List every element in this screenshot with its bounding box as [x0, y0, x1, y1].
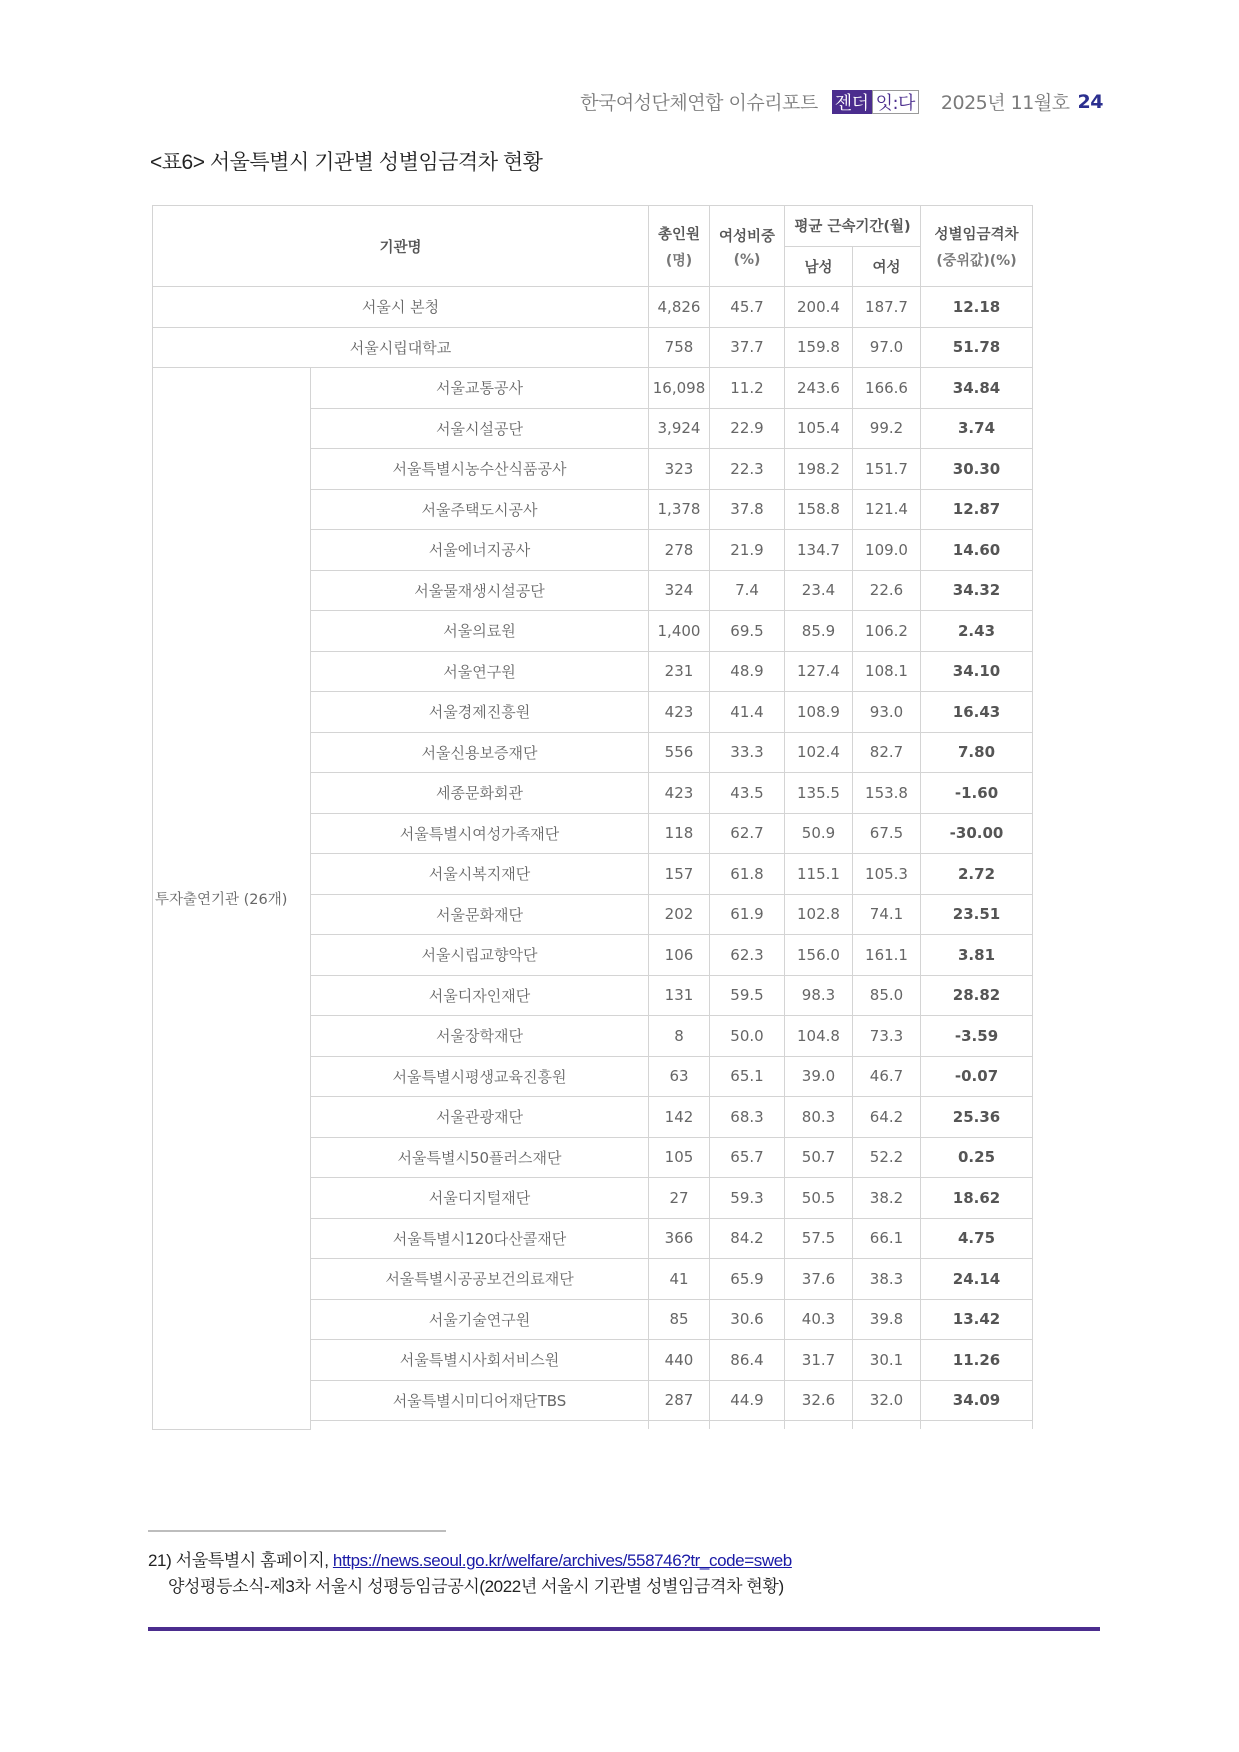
org-name: 서울특별시농수산식품공사 — [311, 449, 649, 490]
tenure-male: 127.4 — [785, 651, 853, 692]
wage-gap: 14.60 — [921, 530, 1033, 571]
group-label: 투자출연기관 (26개) — [153, 368, 311, 1430]
wage-gap-table — [152, 205, 1033, 1430]
table-row — [153, 327, 1033, 368]
female-ratio: 48.9 — [710, 651, 785, 692]
header-total — [649, 206, 710, 287]
total-count: 4,826 — [649, 287, 710, 328]
org-name: 서울특별시여성가족재단 — [311, 813, 649, 854]
bottom-divider — [148, 1627, 1100, 1631]
female-ratio: 65.1 — [710, 1056, 785, 1097]
tenure-female: 74.1 — [853, 894, 921, 935]
female-ratio: 69.5 — [710, 611, 785, 652]
female-ratio: 61.9 — [710, 894, 785, 935]
female-ratio: 41.4 — [710, 692, 785, 733]
total-count: 323 — [649, 449, 710, 490]
org-name: 서울신용보증재단 — [311, 732, 649, 773]
stub-cell — [785, 1421, 853, 1430]
tenure-female: 166.6 — [853, 368, 921, 409]
tenure-male: 50.9 — [785, 813, 853, 854]
org-name: 서울시립대학교 — [153, 327, 649, 368]
header-gap-label: 성별임금격차 — [934, 226, 1019, 243]
female-ratio: 62.3 — [710, 935, 785, 976]
org-name: 서울특별시평생교육진흥원 — [311, 1056, 649, 1097]
tenure-male: 108.9 — [785, 692, 853, 733]
wage-gap: -30.00 — [921, 813, 1033, 854]
total-count: 105 — [649, 1137, 710, 1178]
org-name: 서울시 본청 — [153, 287, 649, 328]
tenure-female: 106.2 — [853, 611, 921, 652]
wage-gap: 2.72 — [921, 854, 1033, 895]
wage-gap: 25.36 — [921, 1097, 1033, 1138]
wage-gap: 34.32 — [921, 570, 1033, 611]
female-ratio: 37.7 — [710, 327, 785, 368]
tenure-male: 50.7 — [785, 1137, 853, 1178]
report-org: 한국여성단체연합 이슈리포트 — [580, 92, 818, 114]
table-row — [153, 368, 1033, 409]
wage-gap: -3.59 — [921, 1016, 1033, 1057]
total-count: 3,924 — [649, 408, 710, 449]
total-count: 366 — [649, 1218, 710, 1259]
female-ratio: 61.8 — [710, 854, 785, 895]
total-count: 278 — [649, 530, 710, 571]
total-count: 556 — [649, 732, 710, 773]
header-tenure-female: 여성 — [853, 246, 921, 287]
tenure-male: 243.6 — [785, 368, 853, 409]
tenure-male: 134.7 — [785, 530, 853, 571]
tenure-male: 57.5 — [785, 1218, 853, 1259]
tenure-male: 104.8 — [785, 1016, 853, 1057]
header-org: 기관명 — [153, 206, 649, 287]
tenure-female: 99.2 — [853, 408, 921, 449]
female-ratio: 21.9 — [710, 530, 785, 571]
wage-gap: 12.87 — [921, 489, 1033, 530]
org-name: 서울연구원 — [311, 651, 649, 692]
brand-part-2: 잇:다 — [872, 90, 919, 114]
footnote-line-1 — [148, 1548, 792, 1574]
tenure-male: 98.3 — [785, 975, 853, 1016]
org-name: 서울기술연구원 — [311, 1299, 649, 1340]
tenure-male: 80.3 — [785, 1097, 853, 1138]
tenure-female: 109.0 — [853, 530, 921, 571]
brand-part-1: 젠더 — [832, 90, 872, 114]
tenure-female: 22.6 — [853, 570, 921, 611]
org-name: 서울시설공단 — [311, 408, 649, 449]
org-name: 서울특별시미디어재단TBS — [311, 1380, 649, 1421]
page-header — [580, 88, 1103, 115]
tenure-male: 39.0 — [785, 1056, 853, 1097]
wage-gap: 2.43 — [921, 611, 1033, 652]
table-body — [153, 287, 1033, 1430]
page-number: 24 — [1077, 90, 1103, 113]
female-ratio: 33.3 — [710, 732, 785, 773]
total-count: 423 — [649, 773, 710, 814]
wage-gap: 28.82 — [921, 975, 1033, 1016]
stub-cell — [921, 1421, 1033, 1430]
tenure-male: 31.7 — [785, 1340, 853, 1381]
total-count: 27 — [649, 1178, 710, 1219]
female-ratio: 50.0 — [710, 1016, 785, 1057]
footnote — [148, 1548, 792, 1600]
tenure-female: 39.8 — [853, 1299, 921, 1340]
total-count: 231 — [649, 651, 710, 692]
total-count: 287 — [649, 1380, 710, 1421]
wage-gap: 18.62 — [921, 1178, 1033, 1219]
org-name: 서울경제진흥원 — [311, 692, 649, 733]
org-name: 서울물재생시설공단 — [311, 570, 649, 611]
footnote-source: 서울특별시 홈페이지, — [175, 1551, 329, 1570]
stub-cell — [649, 1421, 710, 1430]
wage-gap: 13.42 — [921, 1299, 1033, 1340]
female-ratio: 11.2 — [710, 368, 785, 409]
table-row — [153, 287, 1033, 328]
org-name: 서울특별시50플러스재단 — [311, 1137, 649, 1178]
female-ratio: 43.5 — [710, 773, 785, 814]
tenure-female: 30.1 — [853, 1340, 921, 1381]
total-count: 41 — [649, 1259, 710, 1300]
female-ratio: 44.9 — [710, 1380, 785, 1421]
tenure-female: 67.5 — [853, 813, 921, 854]
org-name: 서울교통공사 — [311, 368, 649, 409]
wage-gap: 24.14 — [921, 1259, 1033, 1300]
female-ratio: 65.7 — [710, 1137, 785, 1178]
org-name: 서울장학재단 — [311, 1016, 649, 1057]
wage-gap: 34.09 — [921, 1380, 1033, 1421]
stub-cell — [311, 1421, 649, 1430]
tenure-female: 38.3 — [853, 1259, 921, 1300]
header-tenure-male: 남성 — [785, 246, 853, 287]
org-name: 서울시복지재단 — [311, 854, 649, 895]
tenure-male: 37.6 — [785, 1259, 853, 1300]
footnote-line-2: 양성평등소식-제3차 서울시 성평등임금공시(2022년 서울시 기관별 성별임금격차 현황) — [168, 1577, 784, 1596]
total-count: 106 — [649, 935, 710, 976]
org-name: 서울특별시120다산콜재단 — [311, 1218, 649, 1259]
footnote-marker: 21) — [148, 1551, 172, 1570]
header-female-ratio — [710, 206, 785, 287]
female-ratio: 59.3 — [710, 1178, 785, 1219]
org-name: 서울특별시사회서비스원 — [311, 1340, 649, 1381]
header-total-unit: (명) — [665, 252, 693, 269]
tenure-male: 32.6 — [785, 1380, 853, 1421]
tenure-female: 97.0 — [853, 327, 921, 368]
wage-gap: 4.75 — [921, 1218, 1033, 1259]
org-name: 서울문화재단 — [311, 894, 649, 935]
table-title: <표6> 서울특별시 기관별 성별임금격차 현황 — [150, 151, 543, 174]
total-count: 440 — [649, 1340, 710, 1381]
tenure-female: 105.3 — [853, 854, 921, 895]
header-female-ratio-label: 여성비중 — [718, 228, 776, 245]
wage-gap: 12.18 — [921, 287, 1033, 328]
header-gap — [921, 206, 1033, 287]
org-name: 서울에너지공사 — [311, 530, 649, 571]
total-count: 142 — [649, 1097, 710, 1138]
total-count: 85 — [649, 1299, 710, 1340]
wage-gap: 3.74 — [921, 408, 1033, 449]
tenure-female: 187.7 — [853, 287, 921, 328]
org-name: 서울디자인재단 — [311, 975, 649, 1016]
wage-gap: 23.51 — [921, 894, 1033, 935]
issue-date: 2025년 11월호 — [940, 92, 1070, 114]
header-gap-unit: (중위값)(%) — [936, 252, 1017, 269]
female-ratio: 45.7 — [710, 287, 785, 328]
female-ratio: 65.9 — [710, 1259, 785, 1300]
female-ratio: 7.4 — [710, 570, 785, 611]
wage-gap: 30.30 — [921, 449, 1033, 490]
stub-cell — [853, 1421, 921, 1430]
tenure-female: 108.1 — [853, 651, 921, 692]
tenure-male: 50.5 — [785, 1178, 853, 1219]
female-ratio: 84.2 — [710, 1218, 785, 1259]
tenure-female: 93.0 — [853, 692, 921, 733]
org-name: 서울주택도시공사 — [311, 489, 649, 530]
tenure-female: 153.8 — [853, 773, 921, 814]
tenure-male: 102.4 — [785, 732, 853, 773]
wage-gap: -1.60 — [921, 773, 1033, 814]
wage-gap: 16.43 — [921, 692, 1033, 733]
tenure-female: 121.4 — [853, 489, 921, 530]
tenure-female: 151.7 — [853, 449, 921, 490]
tenure-female: 52.2 — [853, 1137, 921, 1178]
tenure-female: 38.2 — [853, 1178, 921, 1219]
wage-gap: 11.26 — [921, 1340, 1033, 1381]
total-count: 423 — [649, 692, 710, 733]
header-female-ratio-unit: (%) — [733, 251, 761, 268]
tenure-male: 85.9 — [785, 611, 853, 652]
total-count: 63 — [649, 1056, 710, 1097]
tenure-female: 85.0 — [853, 975, 921, 1016]
tenure-male: 159.8 — [785, 327, 853, 368]
wage-gap: 0.25 — [921, 1137, 1033, 1178]
wage-gap: 34.10 — [921, 651, 1033, 692]
total-count: 118 — [649, 813, 710, 854]
tenure-female: 32.0 — [853, 1380, 921, 1421]
total-count: 758 — [649, 327, 710, 368]
total-count: 1,400 — [649, 611, 710, 652]
tenure-female: 161.1 — [853, 935, 921, 976]
wage-gap: -0.07 — [921, 1056, 1033, 1097]
total-count: 16,098 — [649, 368, 710, 409]
tenure-male: 40.3 — [785, 1299, 853, 1340]
total-count: 324 — [649, 570, 710, 611]
wage-gap: 51.78 — [921, 327, 1033, 368]
female-ratio: 68.3 — [710, 1097, 785, 1138]
org-name: 서울의료원 — [311, 611, 649, 652]
org-name: 세종문화회관 — [311, 773, 649, 814]
tenure-male: 115.1 — [785, 854, 853, 895]
female-ratio: 37.8 — [710, 489, 785, 530]
female-ratio: 22.3 — [710, 449, 785, 490]
tenure-female: 73.3 — [853, 1016, 921, 1057]
tenure-male: 158.8 — [785, 489, 853, 530]
female-ratio: 22.9 — [710, 408, 785, 449]
tenure-male: 23.4 — [785, 570, 853, 611]
tenure-male: 200.4 — [785, 287, 853, 328]
total-count: 1,378 — [649, 489, 710, 530]
total-count: 8 — [649, 1016, 710, 1057]
header-total-label: 총인원 — [657, 226, 701, 243]
total-count: 202 — [649, 894, 710, 935]
stub-cell — [710, 1421, 785, 1430]
tenure-female: 82.7 — [853, 732, 921, 773]
tenure-male: 105.4 — [785, 408, 853, 449]
female-ratio: 59.5 — [710, 975, 785, 1016]
total-count: 157 — [649, 854, 710, 895]
footnote-link[interactable]: https://news.seoul.go.kr/welfare/archives/558746?tr_code=sweb — [332, 1551, 792, 1570]
footnote-divider — [148, 1530, 446, 1532]
wage-gap: 7.80 — [921, 732, 1033, 773]
tenure-female: 64.2 — [853, 1097, 921, 1138]
org-name: 서울특별시공공보건의료재단 — [311, 1259, 649, 1300]
tenure-female: 66.1 — [853, 1218, 921, 1259]
tenure-male: 135.5 — [785, 773, 853, 814]
total-count: 131 — [649, 975, 710, 1016]
tenure-male: 198.2 — [785, 449, 853, 490]
org-name: 서울관광재단 — [311, 1097, 649, 1138]
female-ratio: 62.7 — [710, 813, 785, 854]
tenure-male: 156.0 — [785, 935, 853, 976]
tenure-female: 46.7 — [853, 1056, 921, 1097]
female-ratio: 30.6 — [710, 1299, 785, 1340]
tenure-male: 102.8 — [785, 894, 853, 935]
org-name: 서울디지털재단 — [311, 1178, 649, 1219]
brand-logo — [832, 90, 919, 114]
header-tenure: 평균 근속기간(월) — [785, 206, 921, 247]
org-name: 서울시립교향악단 — [311, 935, 649, 976]
wage-gap: 3.81 — [921, 935, 1033, 976]
wage-gap: 34.84 — [921, 368, 1033, 409]
female-ratio: 86.4 — [710, 1340, 785, 1381]
